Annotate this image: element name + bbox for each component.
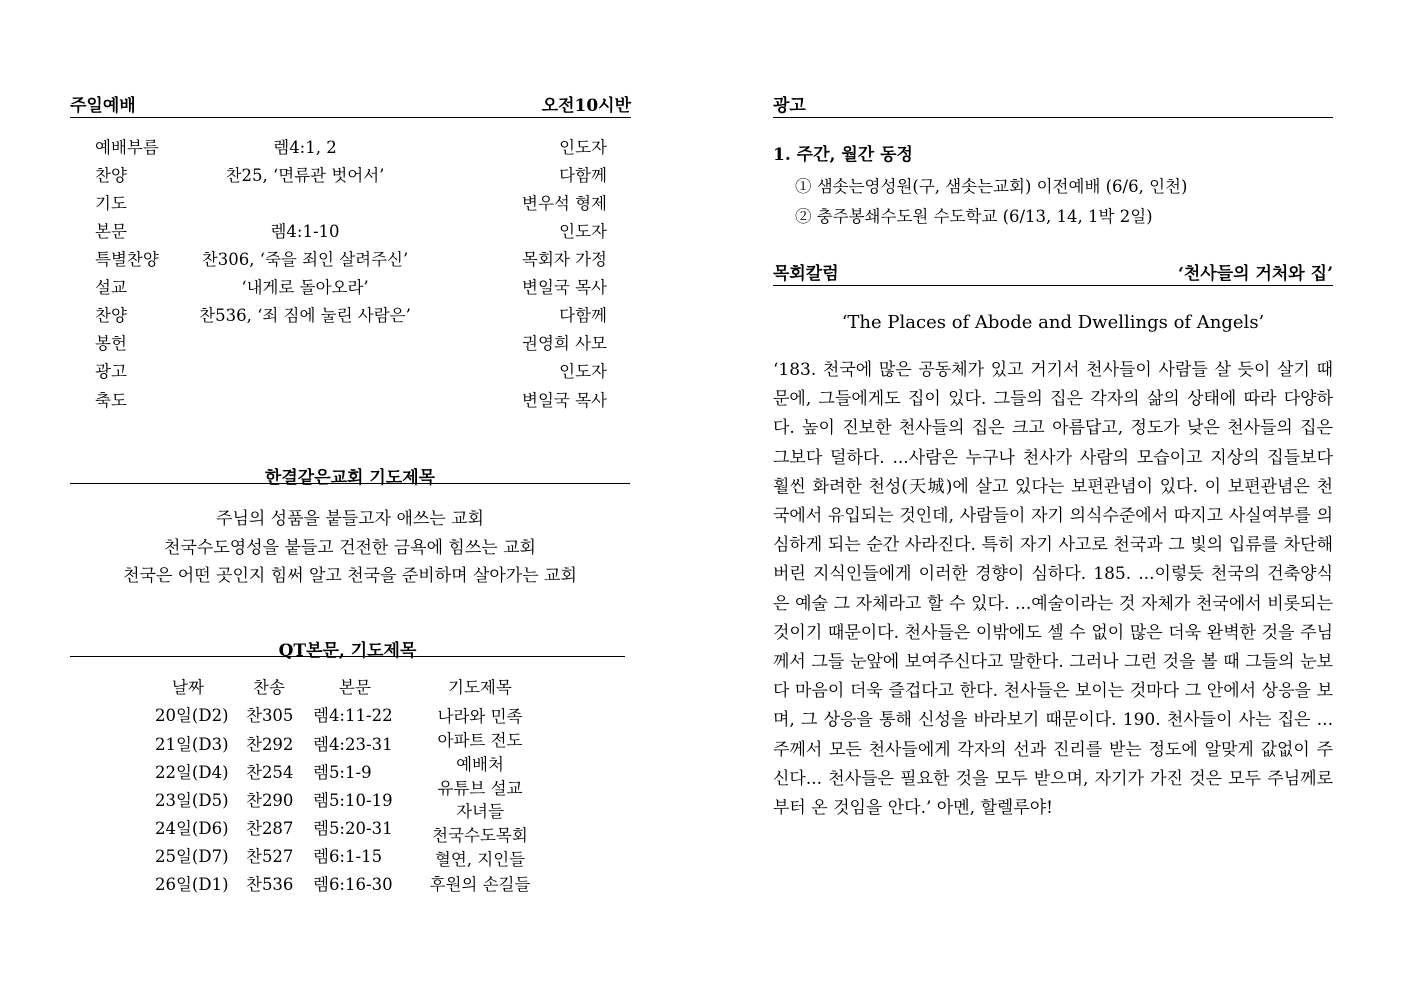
- qt-date: 21일(D3): [155, 735, 229, 754]
- order-item: 봉헌: [95, 334, 127, 353]
- order-leader: 목회자 가정: [522, 250, 607, 269]
- order-row: [95, 302, 607, 330]
- notice-item: ① 샘솟는영성원(구, 샘솟는교회) 이전예배 (6/6, 인천): [795, 177, 1188, 196]
- order-row: [95, 387, 607, 415]
- qt-text: 렘6:1-15: [313, 847, 383, 866]
- order-row: [95, 358, 607, 386]
- qt-date: 23일(D5): [155, 791, 229, 810]
- qt-date: 26일(D1): [155, 875, 229, 894]
- order-row: [95, 218, 607, 246]
- qt-divider: [70, 656, 625, 657]
- qt-text: 렘4:23-31: [313, 735, 393, 754]
- qt-topic: 나라와 민족: [437, 707, 523, 726]
- order-item: 예배부름: [95, 138, 159, 157]
- order-leader: 인도자: [559, 138, 607, 157]
- prayer-line: 천국수도영성을 붙들고 건전한 금욕에 힘쓰는 교회: [164, 538, 536, 558]
- qt-date: 22일(D4): [155, 763, 229, 782]
- qt-header-text: 본문: [339, 678, 371, 697]
- order-content: 찬306, ‘죽을 죄인 살려주신’: [201, 250, 409, 269]
- order-row: [95, 190, 607, 218]
- column-title: ‘천사들의 거처와 집’: [1177, 264, 1333, 284]
- order-item: 찬양: [95, 306, 127, 325]
- qt-hymn: 찬305: [246, 706, 294, 725]
- order-row: [95, 246, 607, 274]
- notice-item: ② 충주봉쇄수도원 수도학교 (6/13, 14, 1박 2일): [795, 207, 1153, 226]
- prayer-line: 천국은 어떤 곳인지 힘써 알고 천국을 준비하며 살아가는 교회: [123, 566, 577, 586]
- qt-topic: 천국수도목회: [432, 826, 528, 845]
- column-body: ‘183. 천국에 많은 공동체가 있고 거기서 천사들이 사람들 살 듯이 살기 때문에, 그들에게도 집이 있다. 그들의 집은 각자의 삶의 상태에 따라 다양하다. 높이 진보한 천사들의 집은 크고 아름답고, 정도가 낮은 천사들의 집은 그보다 덜하다. ...사람은 누구나 천사가 사람의 모습이고 지상의 집들보다 훨씬 화려한 천성(天城)에 살고 있다는 보편관념이 있다. 이 보편관념은 천국에서 유입되는 것인데, 사람들이 자기 의식수준에서 따지고 사실여부를 의심하게 되는 순간 사라진다. 특히 자기 사고로 천국과 그 빛의 입류를 차단해버린 지식인들에게 이러한 경향이 심하다. 185. ...이렇듯 천국의 건축양식은 예술 그 자체라고 할 수 있다. ...예술이라는 것 자체가 천국에서 비롯되는 것이기 때문이다. 천사들은 이밖에도 셀 수 없이 많은 더욱 완벽한 것을 주님께서 그들 눈앞에 보여주신다고 말한다. 그러나 그런 것을 볼 때 그들의 눈보다 마음이 더욱 즐겁다고 한다. 천사들은 보이는 것마다 그 안에서 상응을 보며, 그 상응을 통해 신성을 바라보기 때문이다. 190. 천사들이 사는 집은 ...주께서 모든 천사들에게 각자의 선과 진리를 받는 정도에 알맞게 값없이 주신다... 천사들은 필요한 것을 모두 받으며, 자기가 가진 것은 모두 주님께로부터 온 것임을 안다.’ 아멘, 할렐루야!: [773, 360, 1333, 819]
- order-leader: 다함께: [559, 166, 607, 185]
- prayer-divider: [70, 483, 630, 484]
- qt-date: 24일(D6): [155, 819, 229, 838]
- order-leader: 다함께: [559, 306, 607, 325]
- order-row: [95, 330, 607, 358]
- worship-time: 오전10시반: [541, 96, 631, 116]
- order-leader: 변우석 형제: [522, 194, 607, 213]
- order-content: ‘내게로 돌아오라’: [241, 278, 369, 297]
- qt-topic: 후원의 손길들: [429, 875, 531, 894]
- qt-topic: 예배처: [456, 755, 504, 774]
- qt-text: 렘5:20-31: [313, 819, 393, 838]
- qt-hymn: 찬292: [246, 735, 294, 754]
- order-leader: 권영희 사모: [522, 334, 607, 353]
- order-content: 찬536, ‘죄 짐에 눌린 사람은’: [199, 306, 411, 325]
- qt-topic: 유튜브 설교: [437, 779, 523, 798]
- qt-header-hymn: 찬송: [253, 678, 285, 697]
- order-content: 렘4:1, 2: [273, 138, 337, 157]
- order-item: 축도: [95, 391, 127, 410]
- notice-heading: 1. 주간, 월간 동정: [773, 145, 913, 165]
- qt-header-date: 날짜: [172, 678, 204, 697]
- order-item: 광고: [95, 362, 127, 381]
- order-leader: 변일국 목사: [522, 391, 607, 410]
- column-divider: [773, 285, 1333, 286]
- order-row: [95, 162, 607, 190]
- notice-title: 광고: [773, 96, 806, 116]
- qt-header-topic: 기도제목: [448, 678, 512, 697]
- worship-title: 주일예배: [70, 96, 136, 116]
- order-leader: 변일국 목사: [522, 278, 607, 297]
- qt-topic: 혈연, 지인들: [434, 850, 526, 869]
- qt-topic: 자녀들: [456, 802, 504, 821]
- prayer-title: 한결같은교회 기도제목: [264, 468, 436, 488]
- qt-hymn: 찬290: [246, 791, 294, 810]
- qt-hymn: 찬254: [246, 763, 294, 782]
- order-item: 찬양: [95, 166, 127, 185]
- qt-text: 렘4:11-22: [313, 706, 393, 725]
- notice-divider: [773, 117, 1333, 118]
- qt-hymn: 찬536: [246, 875, 294, 894]
- order-item: 본문: [95, 222, 127, 241]
- order-content: 렘4:1-10: [270, 222, 340, 241]
- column-english-title: ‘The Places of Abode and Dwellings of Angels’: [841, 312, 1265, 333]
- order-leader: 인도자: [559, 222, 607, 241]
- order-item: 특별찬양: [95, 250, 159, 269]
- order-item: 기도: [95, 194, 127, 213]
- qt-hymn: 찬527: [246, 847, 294, 866]
- qt-title: QT본문, 기도제목: [278, 641, 417, 661]
- column-label: 목회칼럼: [773, 264, 839, 284]
- qt-date: 25일(D7): [155, 847, 229, 866]
- order-leader: 인도자: [559, 362, 607, 381]
- order-row: [95, 274, 607, 302]
- qt-topic: 아파트 전도: [437, 731, 523, 750]
- order-content: 찬25, ‘면류관 벗어서’: [225, 166, 385, 185]
- qt-text: 렘6:16-30: [313, 875, 393, 894]
- qt-text: 렘5:10-19: [313, 791, 393, 810]
- prayer-line: 주님의 성품을 붙들고자 애쓰는 교회: [216, 509, 484, 529]
- qt-text: 렘5:1-9: [313, 763, 372, 782]
- worship-divider: [70, 117, 631, 118]
- order-row: [95, 134, 607, 162]
- qt-date: 20일(D2): [155, 706, 229, 725]
- order-item: 설교: [95, 278, 127, 297]
- qt-hymn: 찬287: [246, 819, 294, 838]
